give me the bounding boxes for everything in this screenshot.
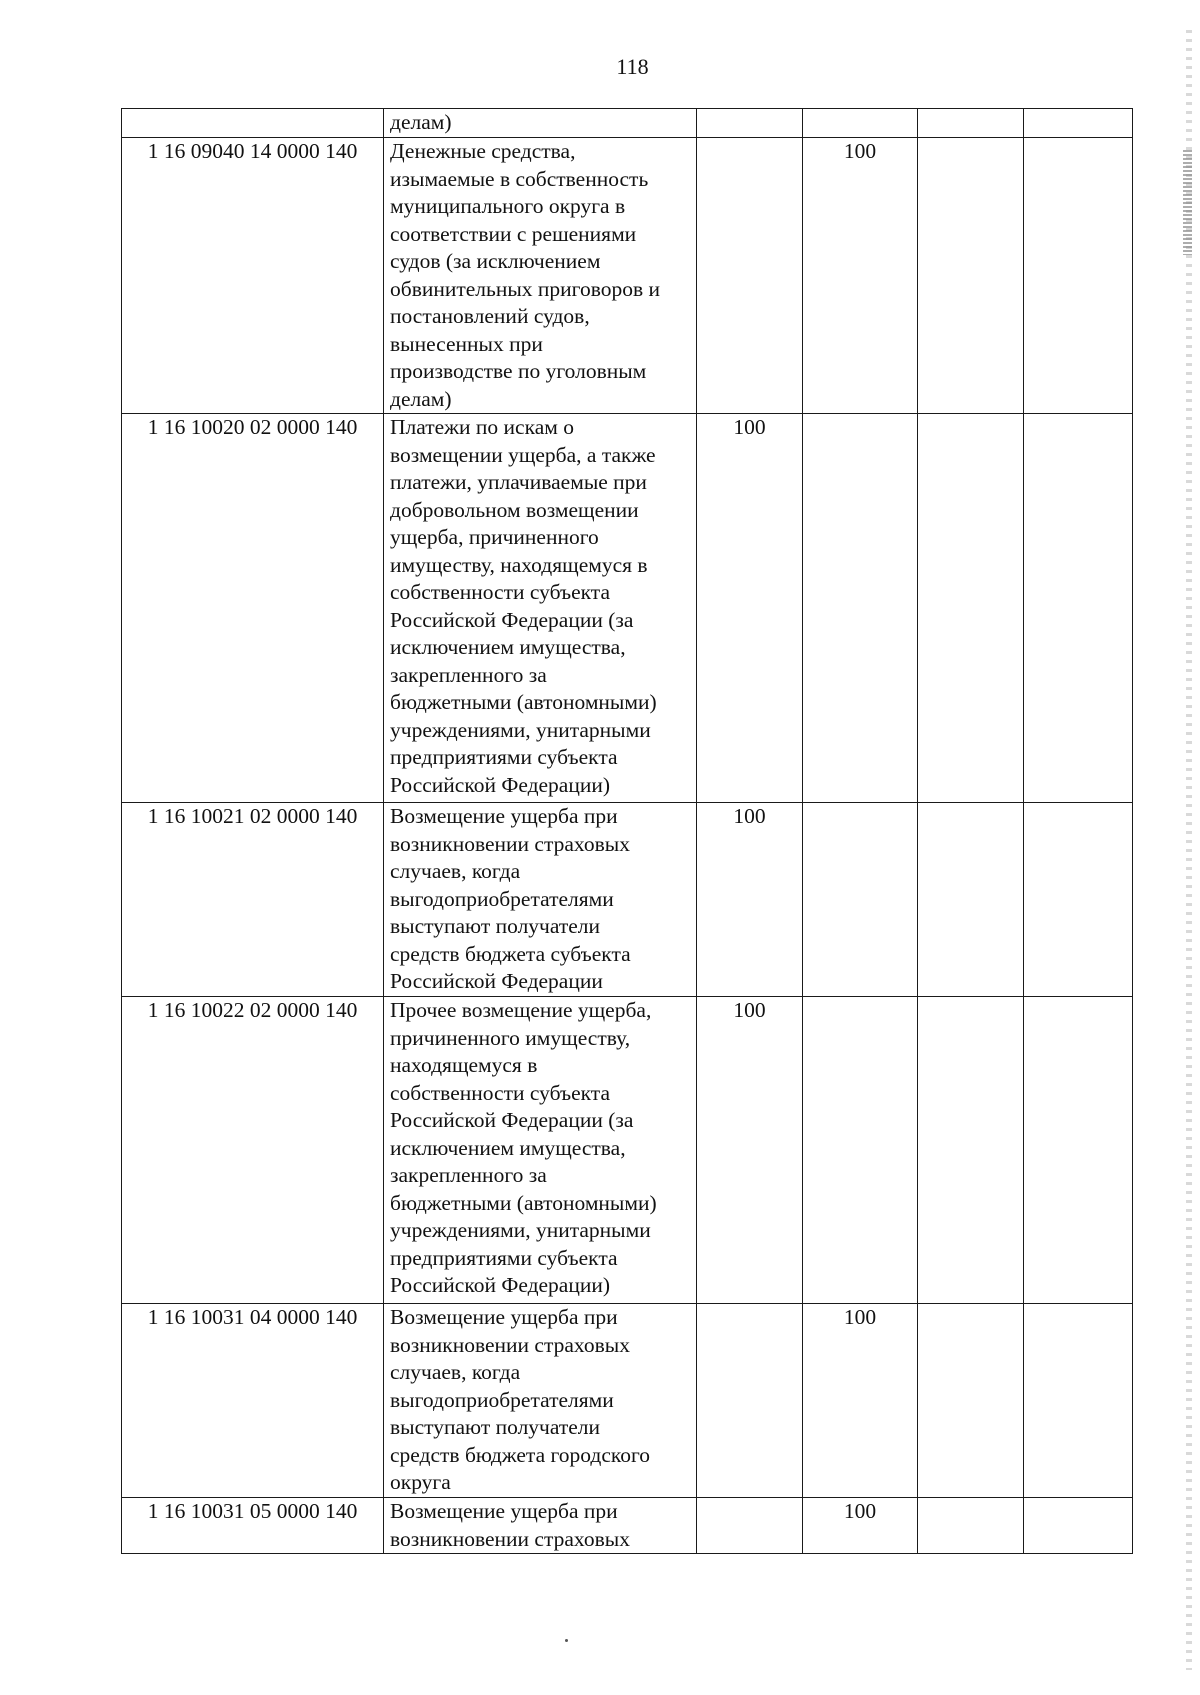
row-description (384, 803, 697, 997)
row-value-col3: 100 (697, 803, 803, 997)
row-code: 1 16 10021 02 0000 140 (122, 803, 384, 997)
page-number: 118 (616, 54, 649, 79)
table-row (122, 414, 1133, 803)
row-description (384, 138, 697, 414)
scan-dot-artifact (565, 1639, 568, 1642)
row-value-col3: 100 (697, 414, 803, 803)
row-description (384, 414, 697, 803)
row-value-col5 (918, 997, 1024, 1304)
row-value-col5 (918, 109, 1024, 138)
row-value-col4: 100 (803, 1304, 918, 1498)
row-value-col4: 100 (803, 1498, 918, 1554)
table-row (122, 997, 1133, 1304)
row-code: 1 16 10031 05 0000 140 (122, 1498, 384, 1554)
row-code: 1 16 10020 02 0000 140 (122, 414, 384, 803)
row-value-col6 (1024, 1498, 1133, 1554)
scan-edge-artifact (1186, 30, 1192, 1670)
row-value-col3 (697, 1304, 803, 1498)
row-value-col5 (918, 1498, 1024, 1554)
row-value-col3 (697, 138, 803, 414)
scan-edge-artifact-dense (1183, 150, 1192, 255)
row-value-col5 (918, 414, 1024, 803)
row-value-col6 (1024, 138, 1133, 414)
row-description-text: Платежи по искам о возмещении ущерба, а также платежи, уплачиваемые при добровольном возмещении ущерба, причиненного имуществу, находящемуся в собственности субъекта Российской Федерации (за исключением имущества, закрепленного за бюджетными (автономными) учреждениями, унитарными предприятиями субъекта Российской Федерации) (390, 415, 657, 797)
budget-classification-table (121, 108, 1133, 1554)
row-value-col6 (1024, 803, 1133, 997)
row-value-col4 (803, 109, 918, 138)
row-description-text: Возмещение ущерба при возникновении страховых случаев, когда выгодоприобретателями выступают получатели средств бюджета субъекта Российской Федерации (390, 804, 631, 993)
row-value-col3 (697, 109, 803, 138)
row-description (384, 1498, 697, 1554)
row-description-text: Возмещение ущерба при возникновении страховых случаев, когда выгодоприобретателями выступают получатели средств бюджета городского округа (390, 1305, 651, 1494)
row-value-col4 (803, 414, 918, 803)
table-row (122, 138, 1133, 414)
row-description (384, 1304, 697, 1498)
row-description (384, 997, 697, 1304)
table-row (122, 109, 1133, 138)
row-code: 1 16 09040 14 0000 140 (122, 138, 384, 414)
row-value-col3: 100 (697, 997, 803, 1304)
table-row (122, 803, 1133, 997)
row-value-col4 (803, 997, 918, 1304)
table-row (122, 1498, 1133, 1554)
row-code: 1 16 10031 04 0000 140 (122, 1304, 384, 1498)
row-value-col3 (697, 1498, 803, 1554)
row-description-text: Денежные средства, изымаемые в собственность муниципального округа в соответствии с решениями судов (за исключением обвинительных приговоров и постановлений судов, вынесенных при производстве по уголовным делам) (390, 139, 660, 411)
row-description-text: делам) (390, 110, 452, 134)
row-value-col4: 100 (803, 138, 918, 414)
row-description-text: Прочее возмещение ущерба, причиненного имуществу, находящемуся в собственности субъекта Российской Федерации (за исключением имущества, закрепленного за бюджетными (автономными) учреждениями, унитарными предприятиями субъекта Российской Федерации) (390, 998, 657, 1297)
row-value-col5 (918, 1304, 1024, 1498)
row-value-col6 (1024, 414, 1133, 803)
row-value-col5 (918, 138, 1024, 414)
row-code: 1 16 10022 02 0000 140 (122, 997, 384, 1304)
row-description (384, 109, 697, 138)
row-value-col6 (1024, 1304, 1133, 1498)
row-value-col4 (803, 803, 918, 997)
row-description-text: Возмещение ущерба при возникновении страховых (390, 1499, 630, 1551)
table-row (122, 1304, 1133, 1498)
row-code (122, 109, 384, 138)
row-value-col6 (1024, 109, 1133, 138)
row-value-col5 (918, 803, 1024, 997)
row-value-col6 (1024, 997, 1133, 1304)
